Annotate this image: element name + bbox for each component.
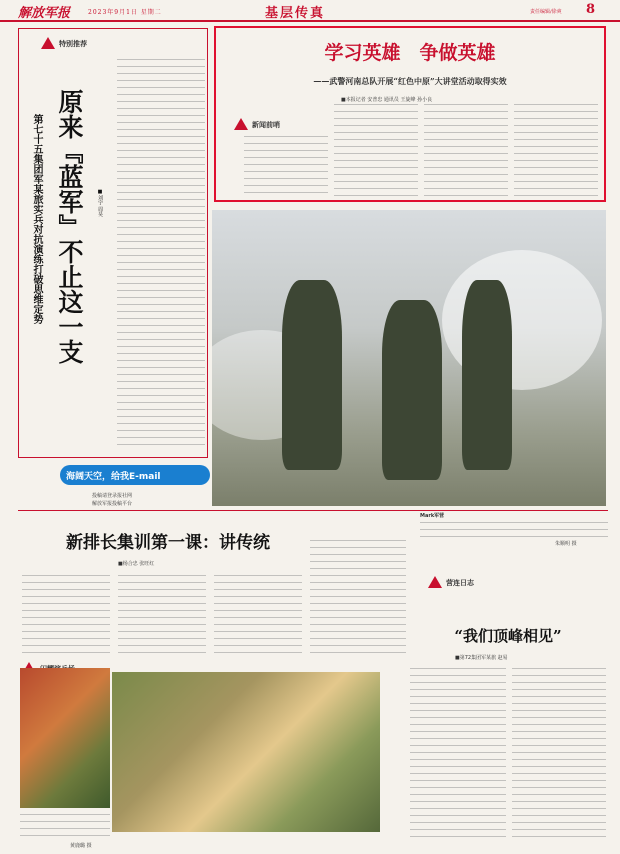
issue-date: 2023年9月1日 星期二 — [88, 9, 162, 16]
lead-byline: ■本报记者 安普忠 通讯员 王旋峰 孙小良 — [341, 97, 433, 103]
feature-byline: ■刘宇 周昊 — [97, 189, 103, 217]
bottom-col-2 — [118, 575, 206, 655]
bottom-headline: 新排长集训第一课：讲传统 — [66, 533, 270, 553]
page-number: 8 — [586, 2, 596, 17]
vertical-photo-caption — [20, 814, 110, 838]
daily-log-tag: 营连日志 — [446, 579, 474, 587]
editor-credit: 责任编辑/徐爽 — [530, 9, 562, 15]
email-banner[interactable]: 海阔天空，给我E-mail — [60, 465, 210, 485]
photo-credit-2: 朱顺明 摄 — [555, 541, 577, 547]
lead-col-4 — [514, 104, 598, 198]
log-byline: ■第72集团军某旅 赵易 — [455, 655, 508, 661]
photo-credit-1: 黄鹿璐 摄 — [70, 843, 92, 849]
main-training-photo — [212, 210, 606, 506]
lead-col-2 — [334, 104, 418, 198]
soldier-1 — [282, 280, 342, 470]
photo-caption-text — [420, 522, 608, 538]
soldier-2 — [382, 300, 442, 480]
feature-tag: 特别推荐 — [59, 40, 87, 48]
lead-subtitle: ——武警河南总队开展“红色中原”大讲堂活动取得实效 — [313, 76, 507, 86]
lead-title: 学习英雄 争做英雄 — [324, 42, 496, 64]
log-headline: “我们顶峰相见” — [454, 627, 562, 645]
log-col-2 — [512, 668, 606, 843]
lead-col-1 — [244, 136, 328, 198]
soldier-3 — [462, 280, 512, 470]
log-col-1 — [410, 668, 506, 843]
left-feature-box — [18, 28, 208, 458]
feature-subtitle: 第七十五集团军某旅实兵对抗演练打破思维定势 — [31, 114, 42, 324]
feature-body-text — [117, 59, 205, 449]
bottom-col-1 — [22, 575, 110, 655]
email-line-1: 投稿请登录报社网 — [92, 493, 133, 499]
mark-label: Mark军营 — [420, 513, 445, 519]
aerial-photo — [112, 672, 380, 832]
feature-title: 原来『蓝军』不止这一支 — [55, 89, 84, 364]
bottom-col-3 — [214, 575, 302, 655]
newspaper-logo: 解放军报 — [18, 6, 71, 21]
bottom-byline: ■杨合忠 张旺红 — [118, 561, 155, 567]
email-line-2: 解放军报投稿平台 — [92, 501, 133, 507]
bottom-col-4 — [310, 540, 406, 655]
lead-tag: 新闻前哨 — [252, 121, 280, 129]
lead-col-3 — [424, 104, 508, 198]
vertical-photo — [20, 668, 110, 808]
lead-article-box — [214, 26, 606, 202]
section-title: 基层传真 — [265, 6, 326, 21]
masthead — [0, 0, 620, 22]
